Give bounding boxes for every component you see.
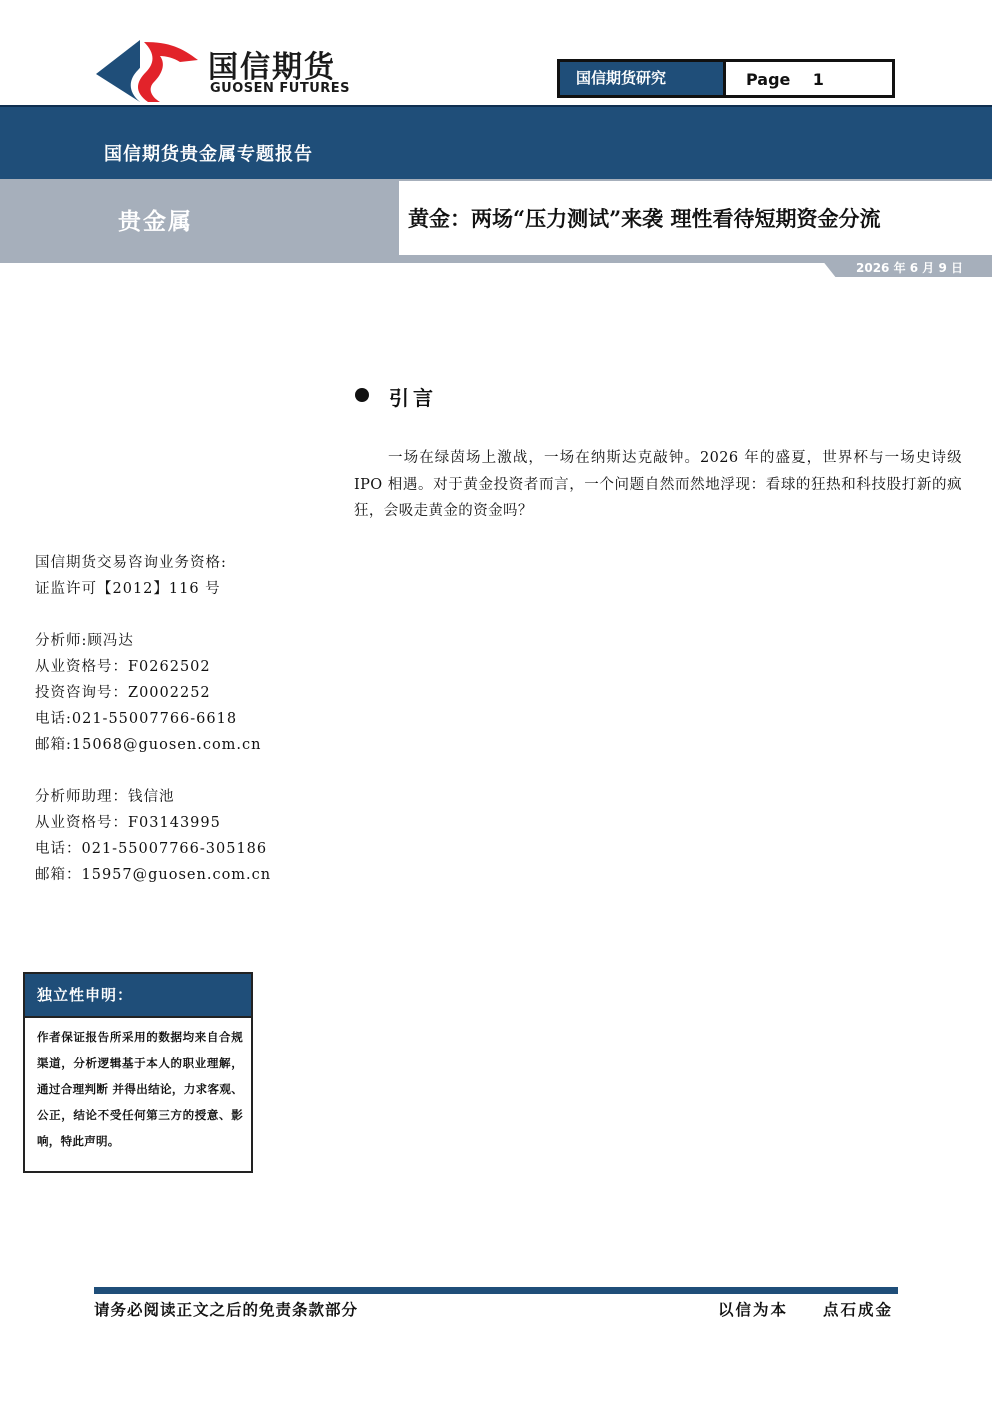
qualification-line-1: 国信期货交易咨询业务资格: [35,555,227,571]
analyst-phone: 电话:021-55007766-6618 [35,711,238,727]
header-research-box [557,59,895,98]
footer-motto-1: 以信为本 [718,1300,789,1319]
page-number: 1 [812,70,824,89]
brand-name-en: GUOSEN FUTURES [210,81,351,96]
intro-heading: 引言 [389,386,437,410]
page-label: Page [746,70,791,89]
independence-title: 独立性申明： [25,974,251,1018]
analyst-license: 从业资格号：F0262502 [35,659,211,675]
series-title: 国信期货贵金属专题报告 [104,144,313,165]
independence-text: 作者保证报告所采用的数据均来自合规渠道，分析逻辑基于本人的职业理解，通过合理判断 并得出结论，力求客观、公正，结论不受任何第三方的授意、影响，特此声明。 [37,1030,243,1148]
research-label: 国信期货研究 [560,62,726,95]
qualification-line-2: 证监许可【2012】116 号 [35,581,221,597]
footer-disclaimer-note: 请务必阅读正文之后的免责条款部分 [94,1300,359,1319]
footer-rule [94,1287,898,1294]
analyst-name: 分析师:顾冯达 [35,633,134,649]
assistant-license: 从业资格号：F03143995 [35,815,221,831]
assistant-email[interactable]: 邮箱：15957@guosen.com.cn [35,867,272,883]
report-title: 黄金：两场“压力测试”来袭 理性看待短期资金分流 [408,206,881,231]
brand-name-cn: 国信期货 [208,50,336,85]
assistant-name: 分析师助理：钱信池 [35,789,175,805]
page-indicator [746,62,824,95]
analyst-email[interactable]: 邮箱:15068@guosen.com.cn [35,737,262,753]
bullet-icon [355,388,369,402]
assistant-phone: 电话：021-55007766-305186 [35,841,268,857]
guosen-logo-icon [96,40,198,102]
footer-motto-2: 点石成金 [823,1300,894,1319]
category-label: 贵金属 [118,208,193,235]
intro-paragraph: 一场在绿茵场上激战，一场在纳斯达克敲钟。2026 年的盛夏，世界杯与一场史诗级 IPO 相遇。对于黄金投资者而言，一个问题自然而然地浮现：看球的狂热和科技股打新的疯狂，会吸走黄金的资金吗？ [354,450,962,519]
report-date: 2026 年 6 月 9 日 [856,261,963,275]
analyst-consult-no: 投资咨询号：Z0002252 [35,685,211,701]
independence-statement-box [23,972,253,1173]
